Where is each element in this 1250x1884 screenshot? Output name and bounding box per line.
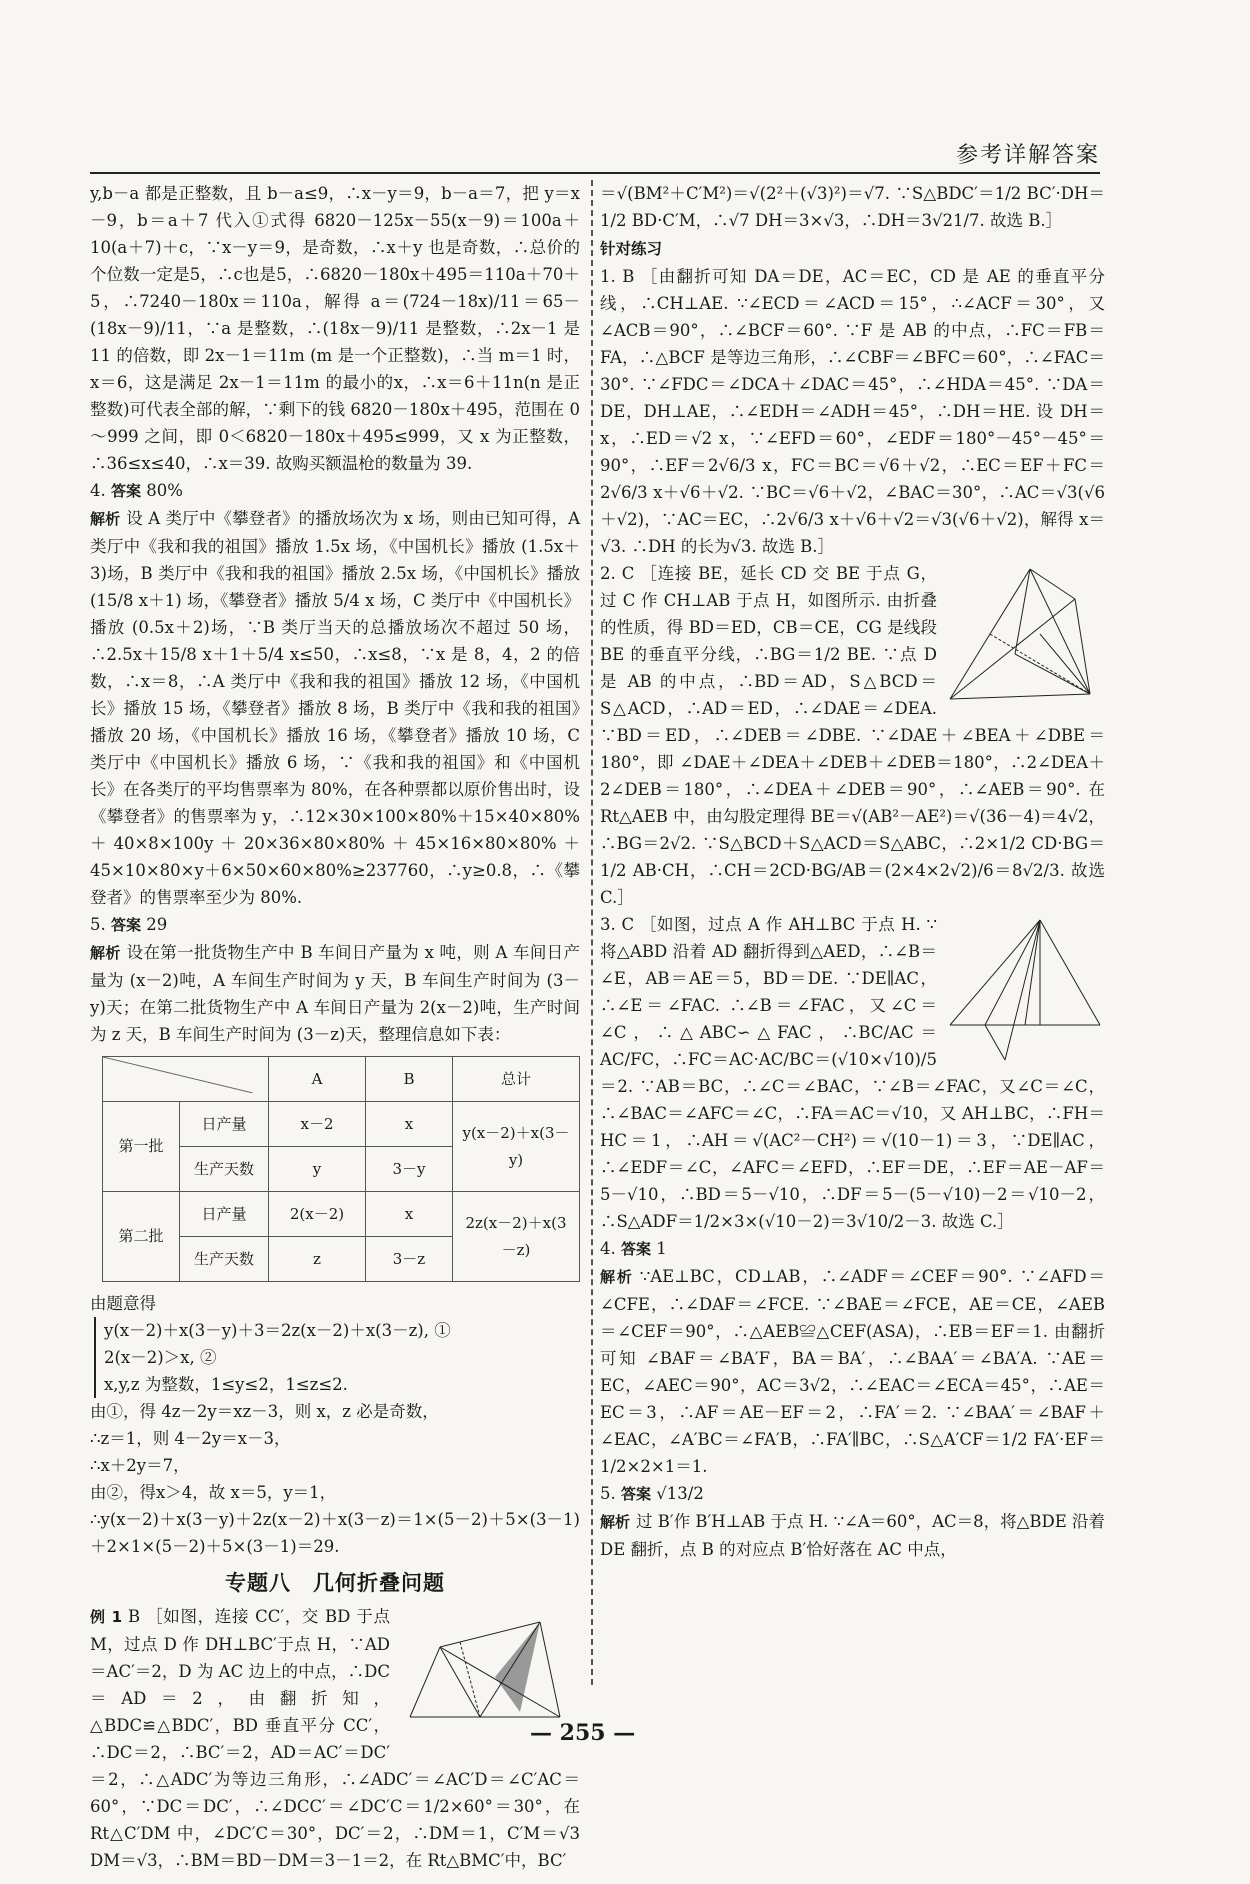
q4-answer-label: 答案 xyxy=(111,482,142,500)
q5-analysis-label: 解析 xyxy=(90,944,121,962)
example-1-label: 例 1 xyxy=(90,1608,123,1626)
table-cell-r3b: x xyxy=(366,1192,453,1237)
q5-analysis xyxy=(90,939,580,1048)
q4-block xyxy=(90,477,580,505)
system-eq-2: 2(x－2)＞x, ② xyxy=(104,1348,217,1367)
system-intro: 由题意得 xyxy=(90,1294,156,1313)
right-paragraph-0: ＝√(BM²＋C′M²)＝√(2²＋(√3)²)＝√7. ∵S△BDC′＝1/2 BC′·DH＝1/2 BD·C′M，∴√7 DH＝3×√3，∴DH＝3√21/7. 故选 B.］ xyxy=(600,184,1105,230)
table-days-2: 生产天数 xyxy=(180,1237,269,1282)
q4-analysis-label: 解析 xyxy=(90,510,121,528)
practice-q5-answer: √13/2 xyxy=(656,1484,704,1503)
practice-title: 针对练习 xyxy=(600,240,663,258)
solution-step-3: ∴x＋2y＝7， xyxy=(90,1456,190,1475)
topic-title: 专题八 几何折叠问题 xyxy=(225,1571,445,1595)
header-rule xyxy=(90,172,1100,174)
practice-q5-block xyxy=(600,1480,1105,1508)
table-cell-r1t: y(x－2)＋x(3－y) xyxy=(453,1102,580,1192)
practice-q5-number: 5. xyxy=(600,1484,616,1503)
practice-q4-analysis-label: 解析 xyxy=(600,1268,634,1286)
table-cell-r1a: x－2 xyxy=(269,1102,366,1147)
practice-q4-block xyxy=(600,1235,1105,1263)
page-number: — 255 — xyxy=(530,1720,636,1746)
table-batch-2: 第二批 xyxy=(103,1192,180,1282)
practice-q2: 2. C ［连接 BE，延长 CD 交 BE 于点 G，过 C 作 CH⊥AB 于点 H，如图所示. 由折叠的性质，得 BD＝ED，CB＝CE，CG 是线段 BE 的垂直平分线，∴BG＝1/2 BE. ∵点 D 是 AB 的中点，∴BD＝AD，S△BCD＝S△ACD，∴AD＝ED，∴∠DAE＝∠DEA. ∵BD＝ED，∴∠DEB＝∠DBE. ∵∠DAE＋∠BEA＋∠DBE＝180°，即 ∠DAE＋∠DEA＋∠DEB＋∠DEB＝180°，∴2∠DEA＋2∠DEB＝180°，∴∠DEA＋∠DEB＝90°，∴∠AEB＝90°. 在 Rt△AEB 中，由勾股定理得 BE＝√(AB²－AE²)＝√(36－4)＝4√2，∴BG＝2√2. ∵S△BCD＋S△ACD＝S△ABC，∴2×1/2 CD·BG＝1/2 AB·CH，∴CH＝2CD·BG/AB＝(2×4×2√2)/6＝8√2/3. 故选 C.］ xyxy=(600,564,1105,907)
practice-q3: 3. C ［如图，过点 A 作 AH⊥BC 于点 H. ∵将△ABD 沿着 AD 翻折得到△AED，∴∠B＝∠E，AB＝AE＝5，BD＝DE. ∵DE∥AC，∴∠E＝∠FAC. ∴∠B＝∠FAC，又∠C＝∠C，∴△ABC∽△FAC，∴BC/AC＝AC/FC，∴FC＝AC·AC/BC＝(√10×√10)/5＝2. ∵AB＝BC，∴∠C＝∠BAC，∵∠B＝∠FAC，又∠C＝∠C，∴∠BAC＝∠AFC＝∠C，∴FA＝AC＝√10，又 AH⊥BC，∴FH＝HC＝1，∴AH＝√(AC²－CH²)＝√(10－1)＝3，∵DE∥AC，∴∠EDF＝∠C，∠AFC＝∠EFD，∴EF＝DE，∴EF＝AE－AF＝5－√10，∴BD＝5－√10，∴DF＝5－(5－√10)－2＝√10－2，∴S△ADF＝1/2×3×(√10－2)＝3√10/2－3. 故选 C.］ xyxy=(600,915,1105,1231)
page-header-title: 参考详解答案 xyxy=(955,143,1100,168)
practice-q1: 1. B ［由翻折可知 DA＝DE，AC＝EC，CD 是 AE 的垂直平分线，∴CH⊥AE. ∵∠ECD＝∠ACD＝15°，∴∠ACF＝30°，又∠ACB＝90°，∴∠BCF＝60°. ∵F 是 AB 的中点，∴FC＝FB＝FA，∴△BCF 是等边三角形，∴∠CBF＝∠BFC＝60°，∴∠FAC＝30°. ∵∠FDC＝∠DCA＋∠DAC＝45°，∴∠HDA＝45°. ∵DA＝DE，DH⊥AE，∴∠EDH＝∠ADH＝45°，∴DH＝HE. 设 DH＝x，∴ED＝√2 x，∵∠EFD＝60°，∠EDF＝180°－45°－45°＝90°，∴EF＝2√6/3 x，FC＝BC＝√6＋√2，∴EC＝EF＋FC＝2√6/3 x＋√6＋√2. ∵BC＝√6＋√2，∠BAC＝30°，∴AC＝√3(√6＋√2)，∵AC＝EC，∴2√6/3 x＋√6＋√2＝√3(√6＋√2)，解得 x＝√3. ∴DH 的长为√3. 故选 B.］ xyxy=(600,267,1105,556)
column-divider xyxy=(591,180,593,1685)
table-cell-r4b: 3－z xyxy=(366,1237,453,1282)
left-paragraph-1: y,b－a 都是正整数，且 b－a≤9，∴x－y＝9，b－a＝7，把 y＝x－9，b＝a＋7 代入①式得 6820－125x－55(x－9)＝100a＋10(a＋7)＋c，∵x－y＝9，是奇数，∴x＋y 也是奇数，∴总价的个位数一定是5，∴c也是5，∴6820－180x＋495＝110a＋70＋5，∴7240－180x＝110a，解得 a＝(724－18x)/11＝65－(18x－9)/11，∵a 是整数，∴(18x－9)/11 是整数，∴2x－1 是 11 的倍数，即 2x－1＝11m (m 是一个正整数)，∴当 m＝1 时，x＝6，这是满足 2x－1＝11m 的最小的x，∴x＝6＋11n(n 是正整数)可代表全部的解，∵剩下的钱 6820－180x＋495，范围在 0～999 之间，即 0＜6820－180x＋495≤999，又 x 为正整数，∴36≤x≤40，∴x＝39. 故购买额温枪的数量为 39. xyxy=(90,184,580,473)
practice-q5-analysis-text: 过 B′作 B′H⊥AB 于点 H. ∵∠A＝60°，AC＝8，将△BDE 沿着 DE 翻折，点 B 的对应点 B′恰好落在 AC 中点， xyxy=(600,1512,1105,1559)
q4-analysis-text: 设 A 类厅中《攀登者》的播放场次为 x 场，则由已知可得，A 类厅中《我和我的祖国》播放 1.5x 场，《中国机长》播放 (1.5x＋3)场，B 类厅中《我和我的祖国》播放 2.5x 场，《中国机长》播放 (15/8 x＋1) 场，《攀登者》播放 5/4 x 场，C 类厅中《中国机长》播放 (0.5x＋2)场，∵B 类厅当天的总播放场次不超过 50 场，∴2.5x＋15/8 x＋1＋5/4 x≤50，∴x≤8，∵x 是 8，4，2 的倍数，∴x＝8，∴A 类厅中《我和我的祖国》播放 12 场，《中国机长》播放 15 场，《攀登者》播放 8 场，B 类厅中《我和我的祖国》播放 20 场，《中国机长》播放 16 场，《攀登者》播放 10 场，C 类厅中《中国机长》播放 6 场，∵《我和我的祖国》和《中国机长》在各类厅的平均售票率为 80%，在各种票都以原价售出时，设《攀登者》的售票率为 y，∴12×30×100×80%＋15×40×80%＋40×8×100y＋20×36×80×80%＋45×16×80×80%＋45×10×80×y＋6×50×60×80%≥237760，∴y≥0.8，∴《攀登者》的售票率至少为 80%. xyxy=(90,509,580,907)
production-table xyxy=(102,1056,580,1282)
practice-q4-analysis xyxy=(600,1263,1105,1480)
q4-answer: 80% xyxy=(146,481,183,500)
table-batch-1: 第一批 xyxy=(103,1102,180,1192)
q5-answer-label: 答案 xyxy=(111,916,142,934)
left-column xyxy=(90,180,580,1874)
table-cell-r4a: z xyxy=(269,1237,366,1282)
table-cell-r3t: 2z(x－2)＋x(3－z) xyxy=(453,1192,580,1282)
system-eq-1: y(x－2)＋x(3－y)＋3＝2z(x－2)＋x(3－z), ① xyxy=(104,1321,451,1340)
solution-step-2: ∴z＝1，则 4－2y＝x－3， xyxy=(90,1429,291,1448)
example-1-figure xyxy=(400,1607,580,1737)
table-header-total: 总计 xyxy=(453,1057,580,1102)
table-daily-1: 日产量 xyxy=(180,1102,269,1147)
q5-block xyxy=(90,911,580,939)
practice-q4-analysis-text: ∵AE⊥BC，CD⊥AB，∴∠ADF＝∠CEF＝90°. ∵∠AFD＝∠CFE，∴∠DAF＝∠FCE. ∵∠BAE＝∠FCE，AE＝CE，∠AEB＝∠CEF＝90°，∴△AEB≌△CEF(ASA)，∴EB＝EF＝1. 由翻折可知 ∠BAF＝∠BA′F，BA＝BA′，∴∠BAA′＝∠BA′A. ∵AE＝EC，∠AEC＝90°，AC＝3√2，∴∠EAC＝∠ECA＝45°，∴AE＝EC＝3，∴AF＝AE－EF＝2，∴FA′＝2. ∵∠BAA′＝∠BAF＋∠EAC，∠A′BC＝∠FA′B，∴FA′∥BC，∴S△A′CF＝1/2 FA′·EF＝1/2×2×1＝1. xyxy=(600,1267,1105,1476)
solution-step-4: 由②，得x＞4，故 x＝5，y＝1， xyxy=(90,1483,337,1502)
practice-q5-answer-label: 答案 xyxy=(621,1485,652,1503)
table-corner xyxy=(103,1057,269,1102)
q5-number: 5. xyxy=(90,915,106,934)
table-days-1: 生产天数 xyxy=(180,1147,269,1192)
example-1-text: B ［如图，连接 CC′，交 BD 于点 M，过点 D 作 DH⊥BC′于点 H，∵AD＝AC′＝2，D 为 AC 边上的中点，∴DC＝AD＝2，由翻折知，△BDC≌△BDC′，BD 垂直平分 CC′，∴DC＝2，∴BC′＝2，AD＝AC′＝DC′＝2，∴△ADC′为等边三角形，∴∠ADC′＝∠AC′D＝∠C′AC＝60°，∵DC＝DC′，∴∠DCC′＝∠DC′C＝1/2×60°＝30°，在 Rt△C′DM 中，∠DC′C＝30°，DC′＝2，∴DM＝1，C′M＝√3 DM＝√3，∴BM＝BD－DM＝3－1＝2，在 Rt△BMC′中，BC′ xyxy=(90,1607,580,1870)
table-header-a: A xyxy=(269,1057,366,1102)
q4-number: 4. xyxy=(90,481,106,500)
equation-system xyxy=(94,1317,580,1398)
practice-q5-analysis xyxy=(600,1508,1105,1563)
practice-q4-answer: 1 xyxy=(656,1239,667,1258)
practice-q5-analysis-label: 解析 xyxy=(600,1513,631,1531)
table-cell-r1b: x xyxy=(366,1102,453,1147)
system-eq-3: x,y,z 为整数，1≤y≤2，1≤z≤2. xyxy=(104,1375,348,1394)
table-header-b: B xyxy=(366,1057,453,1102)
q5-analysis-text: 设在第一批货物生产中 B 车间日产量为 x 吨，则 A 车间日产量为 (x－2)吨，A 车间生产时间为 y 天，B 车间生产时间为 (3－y)天；在第二批货物生产中 A 车间日产量为 2(x－2)吨，生产时间为 z 天，B 车间生产时间为 (3－z)天，整理信息如下表： xyxy=(90,943,580,1044)
practice-q3-figure xyxy=(945,915,1105,1065)
practice-q4-answer-label: 答案 xyxy=(621,1240,652,1258)
diagonal-line xyxy=(103,1057,253,1093)
practice-q4-number: 4. xyxy=(600,1239,616,1258)
solution-step-1: 由①，得 4z－2y＝xz－3，则 x，z 必是奇数， xyxy=(90,1402,439,1421)
practice-q2-figure xyxy=(945,564,1105,714)
table-cell-r3a: 2(x－2) xyxy=(269,1192,366,1237)
right-column xyxy=(600,180,1105,1563)
table-cell-r2a: y xyxy=(269,1147,366,1192)
table-cell-r2b: 3－y xyxy=(366,1147,453,1192)
q4-analysis xyxy=(90,505,580,911)
q5-answer: 29 xyxy=(146,915,168,934)
solution-step-5: ∴y(x－2)＋x(3－y)＋2z(x－2)＋x(3－z)＝1×(5－2)＋5×(3－1)＋2×1×(5－2)＋5×(3－1)＝29. xyxy=(90,1510,580,1556)
table-daily-2: 日产量 xyxy=(180,1192,269,1237)
